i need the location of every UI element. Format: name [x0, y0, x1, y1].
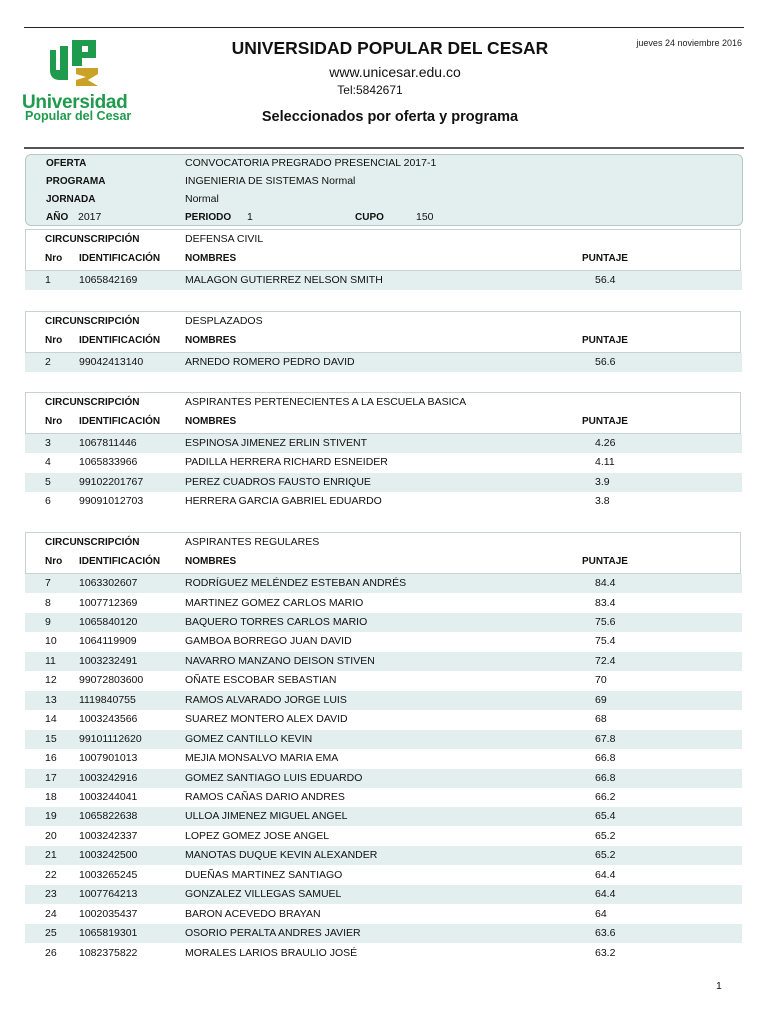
row-identificacion: 1007764213 [79, 888, 138, 901]
report-date: jueves 24 noviembre 2016 [636, 38, 742, 48]
col-puntaje-header: PUNTAJE [582, 416, 628, 427]
row-identificacion: 1063302607 [79, 577, 138, 589]
row-nombre: ULLOA JIMENEZ MIGUEL ANGEL [185, 810, 348, 823]
row-identificacion: 99091012703 [79, 495, 144, 508]
table-row [25, 827, 742, 846]
row-puntaje: 66.8 [595, 771, 616, 784]
table-row [25, 788, 742, 807]
circunscripcion-value: ASPIRANTES REGULARES [185, 536, 320, 548]
row-identificacion: 1003242916 [79, 771, 138, 784]
row-puntaje: 66.2 [595, 791, 616, 803]
row-nombre: NAVARRO MANZANO DEISON STIVEN [185, 654, 375, 667]
row-puntaje: 64.4 [595, 888, 616, 901]
oferta-value: CONVOCATORIA PREGRADO PRESENCIAL 2017-1 [185, 157, 437, 169]
row-nombre: MANOTAS DUQUE KEVIN ALEXANDER [185, 849, 378, 862]
row-nro: 2 [45, 356, 51, 368]
table-row [25, 671, 742, 690]
row-puntaje: 63.2 [595, 946, 616, 959]
row-nombre: GOMEZ CANTILLO KEVIN [185, 732, 313, 745]
row-nombre: GOMEZ SANTIAGO LUIS EDUARDO [185, 771, 363, 784]
row-identificacion: 1003232491 [79, 654, 138, 667]
row-puntaje: 65.4 [595, 810, 616, 823]
col-identificacion-header: IDENTIFICACIÓN [79, 416, 161, 427]
row-nro: 1 [45, 274, 51, 286]
row-nombre: RAMOS CAÑAS DARIO ANDRES [185, 791, 345, 803]
row-nro: 6 [45, 495, 51, 508]
row-nro: 9 [45, 615, 51, 628]
table-row [25, 749, 742, 768]
col-puntaje-header: PUNTAJE [582, 335, 628, 346]
table-row [25, 353, 742, 372]
section-header [25, 532, 741, 574]
col-identificacion-header: IDENTIFICACIÓN [79, 556, 161, 567]
offer-info-panel [25, 154, 743, 226]
row-identificacion: 1119840755 [79, 693, 136, 706]
row-identificacion: 1007712369 [79, 596, 138, 609]
row-identificacion: 99102201767 [79, 475, 144, 488]
page-number: 1 [716, 980, 722, 992]
row-identificacion: 1003242337 [79, 829, 138, 842]
row-nro: 5 [45, 475, 51, 488]
col-nombres-header: NOMBRES [185, 335, 237, 346]
table-row [25, 613, 742, 632]
table-row [25, 807, 742, 826]
section-header [25, 392, 741, 434]
row-nro: 16 [45, 752, 57, 764]
row-nro: 15 [45, 732, 57, 745]
row-identificacion: 1065822638 [79, 810, 138, 823]
row-nro: 18 [45, 791, 57, 803]
circunscripcion-value: DESPLAZADOS [185, 315, 263, 327]
col-nombres-header: NOMBRES [185, 416, 237, 427]
row-nro: 22 [45, 868, 57, 881]
row-nombre: ESPINOSA JIMENEZ ERLIN STIVENT [185, 437, 368, 449]
circunscripcion-value: ASPIRANTES PERTENECIENTES A LA ESCUELA BASICA [185, 396, 467, 408]
periodo-value: 1 [247, 211, 253, 223]
row-puntaje: 68 [595, 713, 607, 726]
row-nombre: BAQUERO TORRES CARLOS MARIO [185, 615, 368, 628]
jornada-label: JORNADA [46, 194, 96, 205]
table-row [25, 691, 742, 710]
row-puntaje: 83.4 [595, 596, 616, 609]
circunscripcion-value: DEFENSA CIVIL [185, 233, 264, 245]
row-puntaje: 65.2 [595, 849, 616, 862]
row-nombre: MARTINEZ GOMEZ CARLOS MARIO [185, 596, 364, 609]
col-nombres-header: NOMBRES [185, 556, 237, 567]
top-rule [24, 27, 744, 28]
row-identificacion: 99101112620 [79, 732, 142, 745]
row-nombre: MEJIA MONSALVO MARIA EMA [185, 752, 339, 764]
row-puntaje: 3.9 [595, 475, 610, 488]
logo-text-line1: Universidad [22, 92, 128, 113]
col-identificacion-header: IDENTIFICACIÓN [79, 253, 161, 264]
row-nro: 13 [45, 693, 57, 706]
row-nro: 25 [45, 927, 57, 940]
anio-label: AÑO [46, 212, 69, 223]
row-nombre: DUEÑAS MARTINEZ SANTIAGO [185, 868, 343, 881]
row-puntaje: 70 [595, 674, 607, 687]
row-puntaje: 56.6 [595, 356, 616, 368]
table-row [25, 885, 742, 904]
section-header [25, 229, 741, 271]
website-link[interactable]: www.unicesar.edu.co [329, 64, 461, 80]
row-identificacion: 1065833966 [79, 456, 138, 469]
col-nro-header: Nro [45, 556, 63, 567]
table-row [25, 944, 742, 963]
programa-label: PROGRAMA [46, 176, 106, 187]
row-nombre: LOPEZ GOMEZ JOSE ANGEL [185, 829, 330, 842]
row-puntaje: 64 [595, 907, 607, 920]
row-puntaje: 64.4 [595, 868, 616, 881]
row-nro: 10 [45, 635, 57, 648]
col-puntaje-header: PUNTAJE [582, 253, 628, 264]
circunscripcion-label: CIRCUNSCRIPCIÓN [45, 316, 140, 327]
row-nombre: OSORIO PERALTA ANDRES JAVIER [185, 927, 361, 940]
row-nro: 17 [45, 771, 57, 784]
row-puntaje: 63.6 [595, 927, 616, 940]
logo-mark-icon [46, 36, 102, 90]
row-nombre: RAMOS ALVARADO JORGE LUIS [185, 693, 347, 706]
row-nombre: BARON ACEVEDO BRAYAN [185, 907, 321, 920]
row-nombre: PADILLA HERRERA RICHARD ESNEIDER [185, 456, 388, 469]
row-identificacion: 1003265245 [79, 868, 138, 881]
row-identificacion: 1065819301 [79, 927, 138, 940]
row-nro: 26 [45, 946, 57, 959]
row-nro: 14 [45, 713, 57, 726]
row-nro: 12 [45, 674, 57, 687]
row-identificacion: 1003244041 [79, 791, 138, 803]
section-header [25, 311, 741, 353]
col-identificacion-header: IDENTIFICACIÓN [79, 335, 161, 346]
row-nro: 4 [45, 456, 51, 469]
col-nro-header: Nro [45, 253, 63, 264]
row-identificacion: 1003242500 [79, 849, 138, 862]
row-nro: 19 [45, 810, 57, 823]
circunscripcion-label: CIRCUNSCRIPCIÓN [45, 537, 140, 548]
table-row [25, 594, 742, 613]
row-puntaje: 84.4 [595, 577, 616, 589]
row-puntaje: 3.8 [595, 495, 610, 508]
row-puntaje: 4.26 [595, 437, 616, 449]
row-puntaje: 75.6 [595, 615, 616, 628]
table-row [25, 769, 742, 788]
logo-text-line2: Popular del Cesar [25, 109, 132, 123]
row-identificacion: 1002035437 [79, 907, 138, 920]
university-logo [22, 36, 134, 126]
row-puntaje: 69 [595, 693, 607, 706]
row-nombre: ARNEDO ROMERO PEDRO DAVID [185, 356, 355, 368]
row-nombre: MALAGON GUTIERREZ NELSON SMITH [185, 274, 383, 286]
row-identificacion: 1003243566 [79, 713, 138, 726]
row-nro: 7 [45, 577, 51, 589]
university-title: UNIVERSIDAD POPULAR DEL CESAR [231, 38, 549, 58]
table-row [25, 710, 742, 729]
row-puntaje: 75.4 [595, 635, 616, 648]
page-subtitle: Seleccionados por oferta y programa [261, 109, 519, 125]
table-row [25, 846, 742, 865]
periodo-label: PERIODO [185, 212, 232, 223]
row-puntaje: 65.2 [595, 829, 616, 842]
table-row [25, 453, 742, 472]
row-nombre: SUAREZ MONTERO ALEX DAVID [185, 713, 348, 726]
table-row [25, 905, 742, 924]
row-nombre: GAMBOA BORREGO JUAN DAVID [185, 635, 352, 648]
col-nombres-header: NOMBRES [185, 253, 237, 264]
row-identificacion: 99042413140 [79, 356, 144, 368]
table-row [25, 492, 742, 511]
col-nro-header: Nro [45, 416, 63, 427]
circunscripcion-label: CIRCUNSCRIPCIÓN [45, 234, 140, 245]
row-identificacion: 1064119909 [79, 635, 137, 648]
row-nombre: OÑATE ESCOBAR SEBASTIAN [185, 674, 337, 687]
header-divider [24, 147, 744, 149]
table-row [25, 866, 742, 885]
table-row [25, 652, 742, 671]
row-nro: 3 [45, 437, 51, 449]
row-nombre: PEREZ CUADROS FAUSTO ENRIQUE [185, 475, 371, 488]
table-row [25, 730, 742, 749]
programa-value: INGENIERIA DE SISTEMAS Normal [185, 175, 356, 187]
table-row [25, 574, 742, 593]
col-nro-header: Nro [45, 335, 63, 346]
jornada-value: Normal [185, 193, 219, 205]
cupo-label: CUPO [355, 212, 384, 223]
table-row [25, 434, 742, 453]
row-nro: 11 [45, 654, 56, 667]
row-puntaje: 67.8 [595, 732, 616, 745]
anio-value: 2017 [78, 211, 102, 223]
table-row [25, 271, 742, 290]
row-puntaje: 72.4 [595, 654, 616, 667]
phone-text: Tel:5842671 [337, 83, 403, 97]
row-identificacion: 1065840120 [79, 615, 138, 628]
circunscripcion-label: CIRCUNSCRIPCIÓN [45, 397, 140, 408]
row-puntaje: 56.4 [595, 274, 616, 286]
table-row [25, 924, 742, 943]
row-nombre: GONZALEZ VILLEGAS SAMUEL [185, 888, 342, 901]
table-row [25, 473, 742, 492]
row-nro: 20 [45, 829, 57, 842]
cupo-value: 150 [416, 211, 434, 223]
row-nombre: RODRÍGUEZ MELÉNDEZ ESTEBAN ANDRÉS [185, 577, 407, 589]
row-nombre: HERRERA GARCIA GABRIEL EDUARDO [185, 495, 382, 508]
oferta-label: OFERTA [46, 158, 87, 169]
row-puntaje: 66.8 [595, 752, 616, 764]
col-puntaje-header: PUNTAJE [582, 556, 628, 567]
row-identificacion: 1067811446 [79, 437, 137, 449]
row-nro: 23 [45, 888, 57, 901]
row-nombre: MORALES LARIOS BRAULIO JOSÉ [185, 946, 358, 959]
table-row [25, 632, 742, 651]
row-nro: 8 [45, 596, 51, 609]
row-nro: 24 [45, 907, 57, 920]
row-identificacion: 1065842169 [79, 274, 138, 286]
row-identificacion: 1007901013 [79, 752, 138, 764]
row-identificacion: 99072803600 [79, 674, 144, 687]
row-identificacion: 1082375822 [79, 946, 138, 959]
row-puntaje: 4.11 [595, 456, 615, 469]
row-nro: 21 [45, 849, 57, 862]
